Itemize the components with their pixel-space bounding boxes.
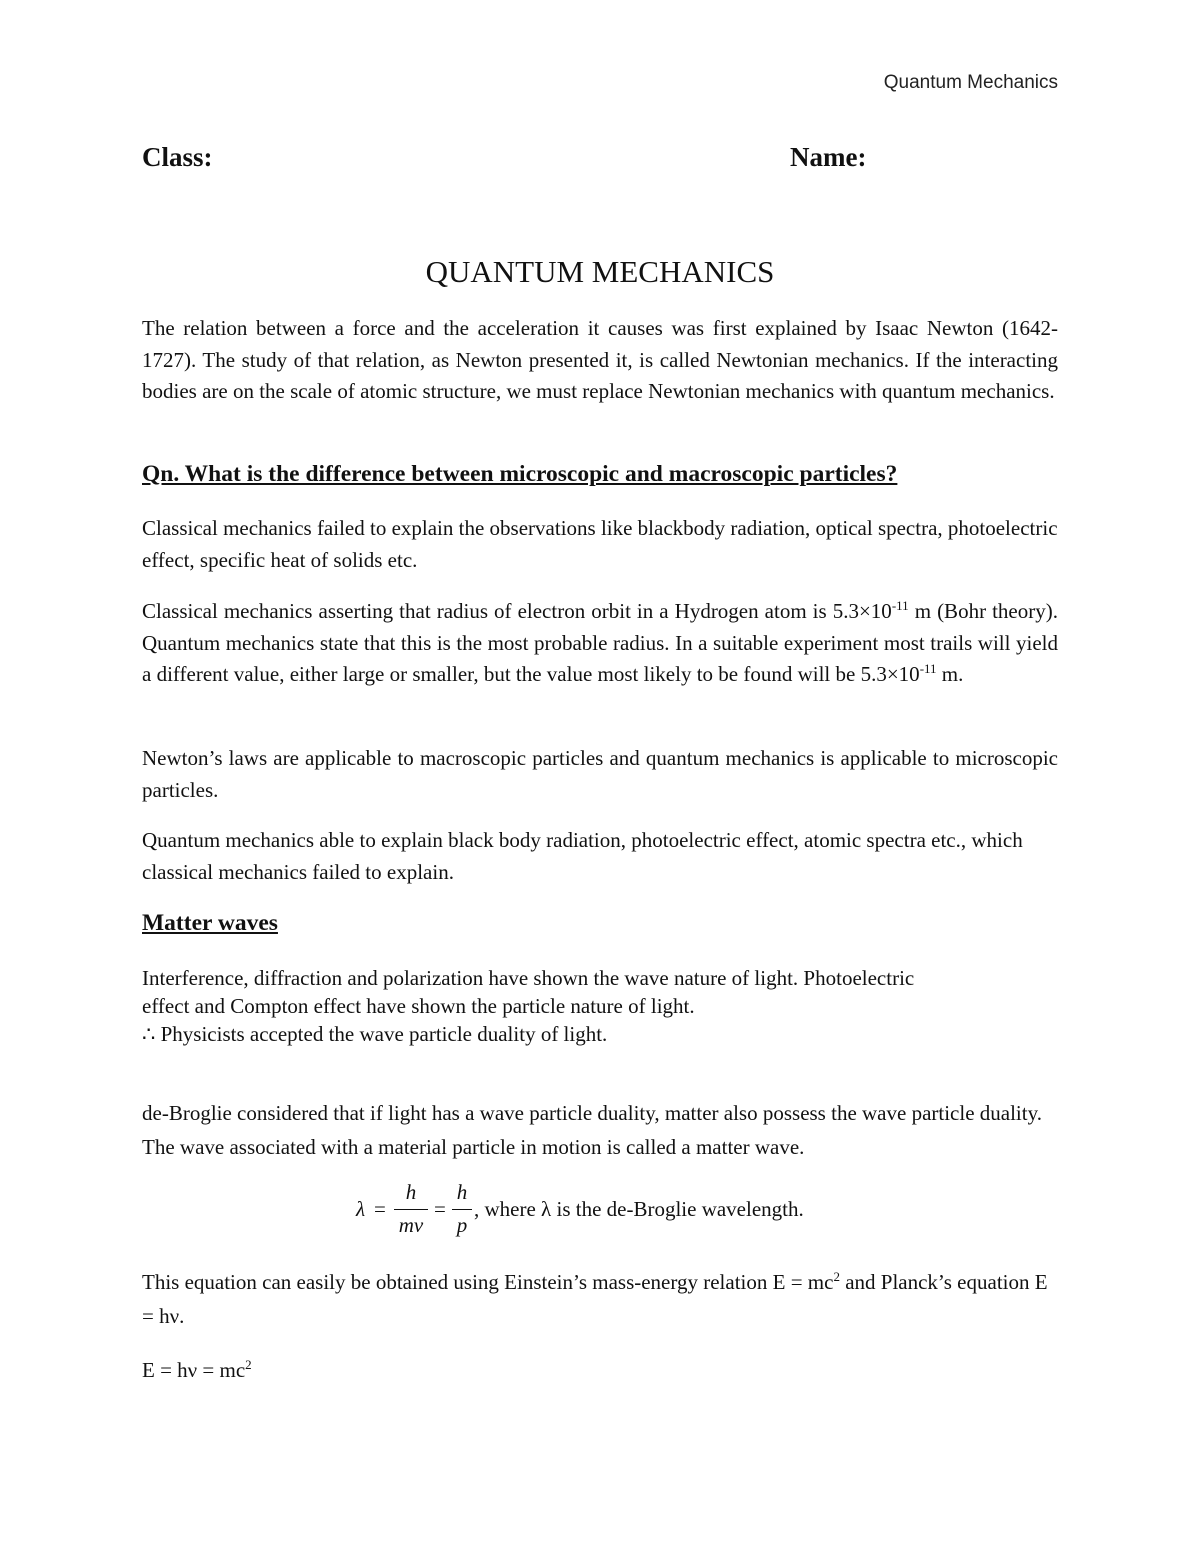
denominator: p [456,1213,468,1237]
section-heading-microscopic: Qn. What is the difference between microscopic and macroscopic particles? [142,461,898,487]
mass-energy-text-b: and Planck’s equation E = hν. [142,1270,1048,1328]
wave-nature-line: Interference, diffraction and polarization have shown the wave nature of light. Photoelectric [142,966,915,990]
bohr-radius-paragraph [142,596,1058,691]
running-header: Quantum Mechanics [883,72,1058,93]
bohr-text-b: m (Bohr theory). Quantum mechanics state that this is the most probable radius. In a suitable experiment most trails will yield a different value, either large or smaller, but the value most likely to be found will be 5.3×10 [142,599,1058,686]
class-field-label: Class: [142,142,213,172]
bohr-text-a: Classical mechanics asserting that radius of electron orbit in a Hydrogen atom is 5.3×10 [142,599,892,623]
equals-sign: = [374,1197,386,1221]
fraction-h-over-mv [394,1180,428,1238]
intro-paragraph: The relation between a force and the acceleration it causes was first explained by Isaac Newton (1642-1727). The study of that relation, as Newton presented it, is called Newtonian mechanics. If the interacting bodies are on the scale of atomic structure, we must replace Newtonian mechanics with quantum mechanics. [142,316,1058,403]
quantum-explains-paragraph: Quantum mechanics able to explain black body radiation, photoelectric effect, atomic spectra etc., which classical mechanics failed to explain. [142,828,1023,884]
de-broglie-paragraph: de-Broglie considered that if light has a wave particle duality, matter also possess the wave particle duality. The wave associated with a material particle in motion is called a matter wave. [142,1101,1042,1159]
numerator: h [456,1180,468,1204]
name-field-label: Name: [790,142,867,172]
exponent: 2 [245,1357,252,1372]
mass-energy-text-a: This equation can easily be obtained using Einstein’s mass-energy relation E = mc [142,1270,834,1294]
exponent: -11 [919,661,937,676]
duality-conclusion-line: ∴ Physicists accepted the wave particle duality of light. [142,1022,608,1046]
denominator: mv [398,1213,424,1237]
wave-nature-line: effect and Compton effect have shown the particle nature of light. [142,994,695,1018]
equation-caption: , where λ is the de-Broglie wavelength. [474,1197,804,1221]
fraction-bar [452,1209,472,1210]
newton-laws-paragraph: Newton’s laws are applicable to macroscopic particles and quantum mechanics is applicable to microscopic particles. [142,746,1058,802]
energy-equation-line [142,1355,1058,1387]
exponent: 2 [833,1269,840,1284]
classical-failures-paragraph: Classical mechanics failed to explain the observations like blackbody radiation, optical spectra, photoelectric effect, specific heat of solids etc. [142,516,1058,572]
mass-energy-paragraph [142,1265,1058,1333]
section-heading-matter-waves: Matter waves [142,910,278,936]
exponent: -11 [891,598,909,613]
lambda-symbol: λ [356,1197,366,1221]
bohr-text-c: m. [936,662,964,686]
page-title: QUANTUM MECHANICS [425,254,775,289]
energy-equation-text: E = hν = mc [142,1358,246,1382]
fraction-bar [394,1209,428,1210]
numerator: h [405,1180,417,1204]
fraction-h-over-p [452,1180,472,1238]
wave-nature-paragraph [142,964,1058,1048]
equals-sign: = [434,1197,446,1221]
